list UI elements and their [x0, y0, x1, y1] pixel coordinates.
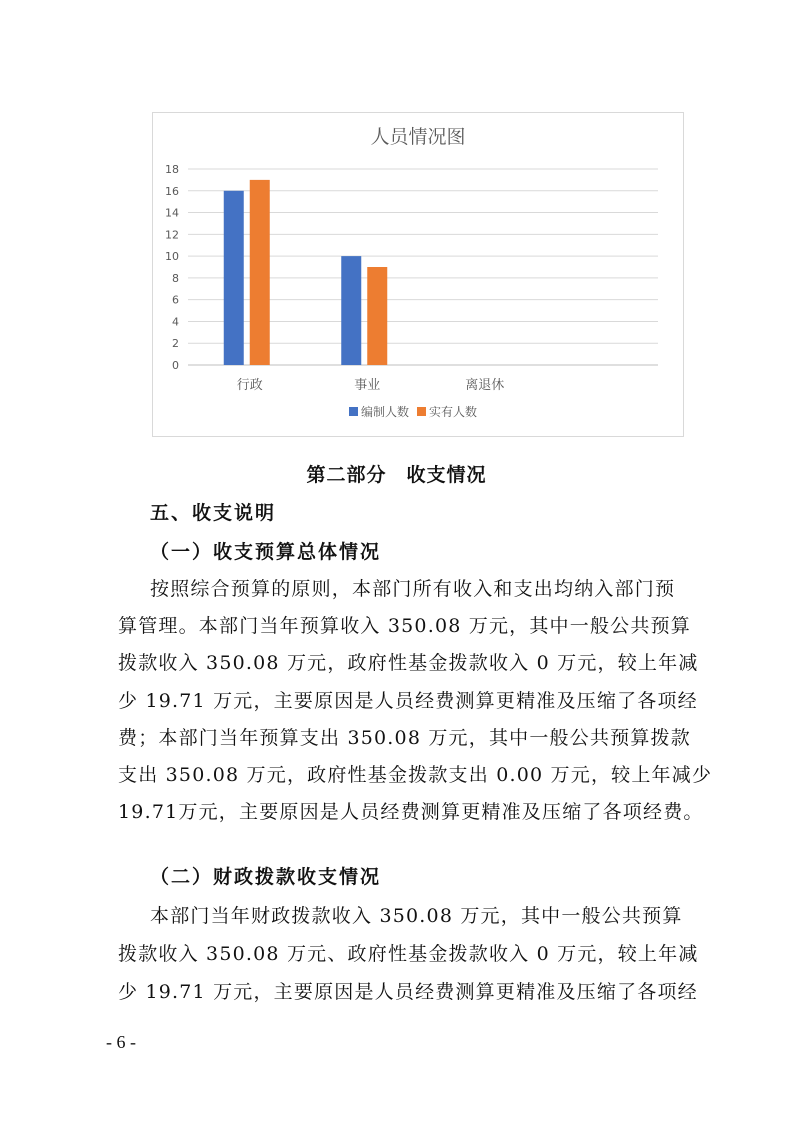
y-tick-label: 6 — [172, 293, 179, 307]
y-tick-label: 8 — [172, 271, 179, 285]
heading-income-expense: 五、收支说明 — [150, 502, 277, 524]
text-line: 算管理。本部门当年预算收入 350.08 万元，其中一般公共预算 — [118, 615, 691, 637]
y-tick-label: 2 — [172, 337, 179, 351]
chart-title: 人员情况图 — [370, 126, 466, 148]
bar-authorized — [341, 256, 361, 365]
bar-actual — [250, 180, 270, 365]
text-line: 本部门当年财政拨款收入 350.08 万元，其中一般公共预算 — [150, 905, 683, 927]
legend-swatch — [417, 407, 426, 416]
legend-swatch — [349, 407, 358, 416]
text-line: 少 19.71 万元，主要原因是人员经费测算更精准及压缩了各项经 — [118, 981, 698, 1003]
bar-authorized — [224, 191, 244, 365]
y-tick-label: 18 — [165, 163, 179, 176]
text-line: 支出 350.08 万元，政府性基金拨款支出 0.00 万元，较上年减少 — [118, 764, 713, 786]
text-line: 按照综合预算的原则，本部门所有收入和支出均纳入部门预 — [150, 578, 676, 600]
text-line: 19.71万元，主要原因是人员经费测算更精准及压缩了各项经费。 — [118, 801, 704, 823]
page-number: - 6 - — [106, 1032, 136, 1052]
y-tick-label: 12 — [165, 228, 179, 242]
y-tick-label: 4 — [172, 315, 179, 329]
text-line: 少 19.71 万元，主要原因是人员经费测算更精准及压缩了各项经 — [118, 690, 698, 712]
x-category-label: 行政 — [236, 378, 263, 393]
heading-budget-overview: （一）收支预算总体情况 — [150, 541, 382, 563]
text-line: 拨款收入 350.08 万元，政府性基金拨款收入 0 万元，较上年减 — [118, 652, 699, 674]
bar-actual — [367, 267, 387, 365]
y-tick-label: 0 — [172, 359, 179, 372]
heading-fiscal-allocation: （二）财政拨款收支情况 — [150, 866, 382, 888]
section-title: 第二部分 收支情况 — [306, 464, 487, 486]
text-line: 拨款收入 350.08 万元、政府性基金拨款收入 0 万元，较上年减 — [118, 943, 699, 965]
legend-label: 编制人数 — [361, 405, 410, 419]
y-tick-label: 10 — [165, 250, 179, 264]
text-line: 费；本部门当年预算支出 350.08 万元，其中一般公共预算拨款 — [118, 727, 691, 749]
x-category-label: 事业 — [354, 378, 381, 393]
legend-label: 实有人数 — [429, 405, 478, 419]
x-category-label: 离退休 — [465, 378, 505, 393]
staff-chart — [152, 112, 684, 437]
y-tick-label: 14 — [165, 206, 179, 220]
chart-canvas — [153, 113, 683, 436]
y-tick-label: 16 — [165, 184, 179, 198]
